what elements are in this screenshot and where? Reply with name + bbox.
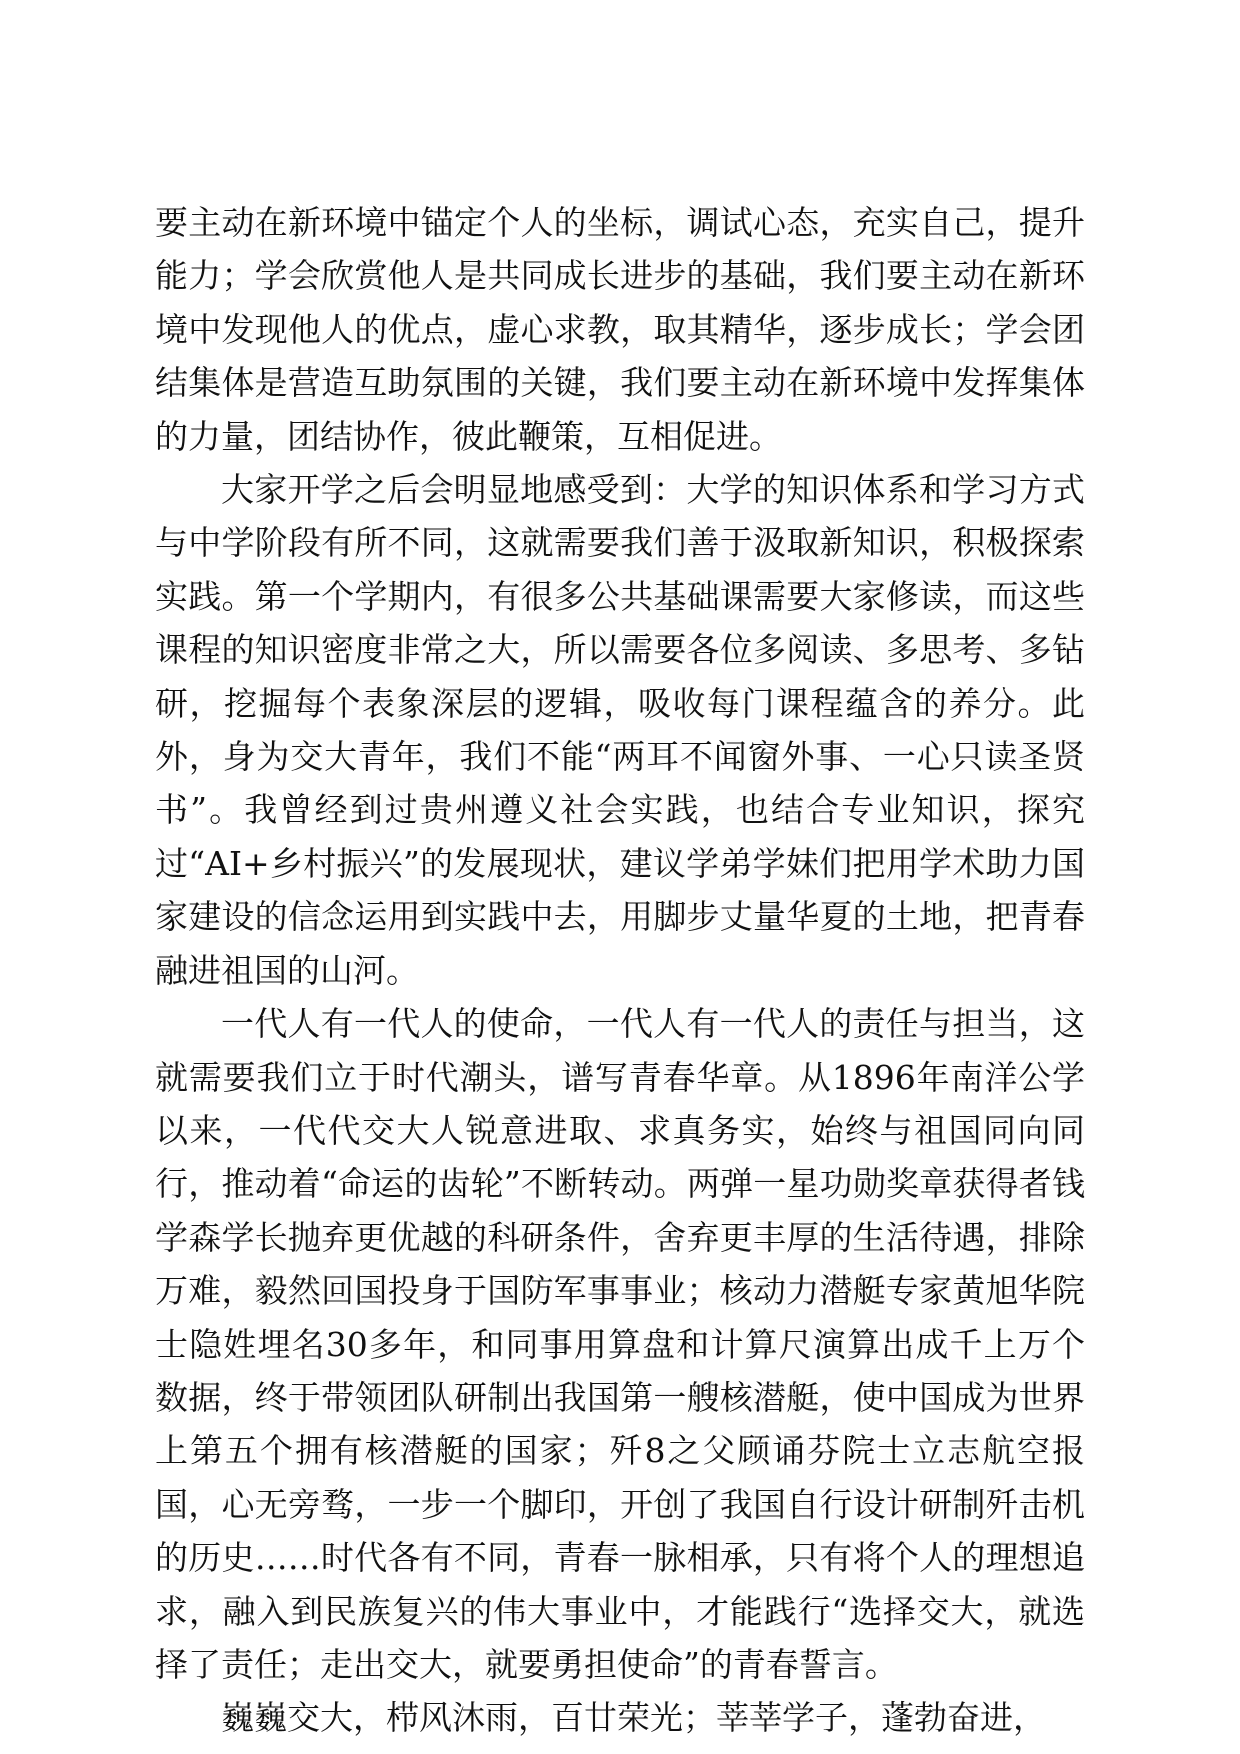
paragraph-closing: 巍巍交大，栉风沐雨，百廿荣光；莘莘学子，蓬勃奋进，	[221, 1698, 1046, 1738]
paragraph-continuation: 要主动在新环境中锚定个人的坐标，调试心态，充实自己，提升能力；学会欣赏他人是共同成长进步的基础，我们要主动在新环境中发现他人的优点，虚心求教，取其精华，逐步成长；学会团结集体是营造互助氛围的关键，我们要主动在新环境中发挥集体的力量，团结协作，彼此鞭策，互相促进。	[155, 203, 1085, 456]
body-text	[155, 196, 1085, 1745]
paragraph-generational-mission: 一代人有一代人的使命，一代人有一代人的责任与担当，这就需要我们立于时代潮头，谱写青春华章。从1896年南洋公学以来，一代代交大人锐意进取、求真务实，始终与祖国同向同行，推动着“命运的齿轮”不断转动。两弹一星功勋奖章获得者钱学森学长抛弃更优越的科研条件，舍弃更丰厚的生活待遇，排除万难，毅然回国投身于国防军事事业；核动力潜艇专家黄旭华院士隐姓埋名30多年，和同事用算盘和计算尺演算出成千上万个数据，终于带领团队研制出我国第一艘核潜艇，使中国成为世界上第五个拥有核潜艇的国家；歼8之父顾诵芬院士立志航空报国，心无旁骛，一步一个脚印，开创了我国自行设计研制歼击机的历史……时代各有不同，青春一脉相承，只有将个人的理想追求，融入到民族复兴的伟大事业中，才能践行“选择交大，就选择了责任；走出交大，就要勇担使命”的青春誓言。	[155, 1004, 1085, 1684]
paragraph-study-practice: 大家开学之后会明显地感受到：大学的知识体系和学习方式与中学阶段有所不同，这就需要我们善于汲取新知识，积极探索实践。第一个学期内，有很多公共基础课需要大家修读，而这些课程的知识密度非常之大，所以需要各位多阅读、多思考、多钻研，挖掘每个表象深层的逻辑，吸收每门课程蕴含的养分。此外，身为交大青年，我们不能“两耳不闻窗外事、一心只读圣贤书”。我曾经到过贵州遵义社会实践，也结合专业知识，探究过“AI+乡村振兴”的发展现状，建议学弟学妹们把用学术助力国家建设的信念运用到实践中去，用脚步丈量华夏的土地，把青春融进祖国的山河。	[155, 470, 1085, 990]
